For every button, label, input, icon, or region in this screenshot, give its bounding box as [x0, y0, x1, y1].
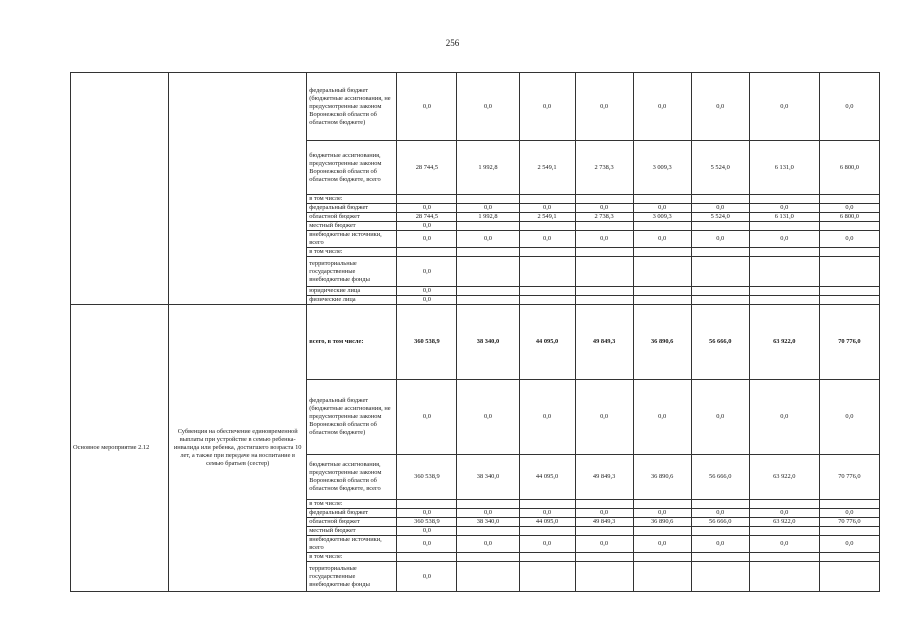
- value-cell: 0,0: [397, 509, 457, 518]
- row-label: федеральный бюджет: [307, 509, 397, 518]
- value-cell: 0,0: [457, 536, 519, 553]
- value-cell: 0,0: [519, 73, 575, 141]
- row-label: федеральный бюджет (бюджетные ассигнования, не предусмотренные законом Воронежской области об областном бюджете): [307, 73, 397, 141]
- value-cell: 49 849,3: [575, 518, 633, 527]
- value-cell: 0,0: [633, 231, 691, 248]
- value-cell: [819, 257, 879, 287]
- value-cell: [749, 553, 819, 562]
- value-cell: [457, 553, 519, 562]
- value-cell: [691, 287, 749, 296]
- value-cell: 0,0: [575, 231, 633, 248]
- value-cell: 56 666,0: [691, 518, 749, 527]
- value-cell: [691, 248, 749, 257]
- value-cell: 0,0: [575, 509, 633, 518]
- row-label: в том числе:: [307, 248, 397, 257]
- value-cell: [519, 195, 575, 204]
- value-cell: [397, 248, 457, 257]
- row-label: территориальные государственные внебюджетные фонды: [307, 257, 397, 287]
- value-cell: [457, 248, 519, 257]
- value-cell: [457, 257, 519, 287]
- value-cell: 6 800,0: [819, 213, 879, 222]
- row-label: всего, в том числе:: [307, 305, 397, 380]
- table-row: [71, 73, 880, 141]
- value-cell: 0,0: [691, 536, 749, 553]
- value-cell: 0,0: [457, 231, 519, 248]
- value-cell: [397, 500, 457, 509]
- value-cell: [819, 296, 879, 305]
- value-cell: 38 340,0: [457, 305, 519, 380]
- value-cell: 36 890,6: [633, 518, 691, 527]
- value-cell: [633, 287, 691, 296]
- value-cell: 0,0: [457, 380, 519, 455]
- value-cell: 0,0: [691, 204, 749, 213]
- value-cell: 0,0: [397, 204, 457, 213]
- value-cell: 0,0: [519, 536, 575, 553]
- value-cell: [691, 527, 749, 536]
- value-cell: [749, 500, 819, 509]
- value-cell: 3 009,3: [633, 141, 691, 195]
- value-cell: 70 776,0: [819, 455, 879, 500]
- value-cell: [397, 195, 457, 204]
- value-cell: 0,0: [575, 204, 633, 213]
- value-cell: [519, 248, 575, 257]
- value-cell: 2 738,3: [575, 213, 633, 222]
- value-cell: 0,0: [397, 527, 457, 536]
- budget-table: [70, 72, 880, 592]
- value-cell: 0,0: [819, 536, 879, 553]
- value-cell: [519, 527, 575, 536]
- value-cell: 44 095,0: [519, 305, 575, 380]
- value-cell: 0,0: [397, 257, 457, 287]
- value-cell: [633, 562, 691, 592]
- value-cell: [457, 222, 519, 231]
- value-cell: 0,0: [633, 73, 691, 141]
- value-cell: 360 538,9: [397, 305, 457, 380]
- value-cell: 0,0: [519, 380, 575, 455]
- value-cell: 0,0: [397, 231, 457, 248]
- value-cell: 49 849,3: [575, 305, 633, 380]
- value-cell: [691, 296, 749, 305]
- value-cell: 3 009,3: [633, 213, 691, 222]
- value-cell: 63 922,0: [749, 518, 819, 527]
- value-cell: [575, 500, 633, 509]
- value-cell: 0,0: [519, 509, 575, 518]
- value-cell: [633, 527, 691, 536]
- value-cell: 5 524,0: [691, 213, 749, 222]
- value-cell: [633, 222, 691, 231]
- value-cell: [819, 527, 879, 536]
- value-cell: [519, 500, 575, 509]
- value-cell: [749, 222, 819, 231]
- value-cell: 28 744,5: [397, 141, 457, 195]
- value-cell: 0,0: [749, 509, 819, 518]
- value-cell: 0,0: [749, 73, 819, 141]
- value-cell: [457, 195, 519, 204]
- value-cell: [575, 527, 633, 536]
- value-cell: 63 922,0: [749, 455, 819, 500]
- value-cell: 0,0: [633, 380, 691, 455]
- value-cell: [749, 562, 819, 592]
- row-label: местный бюджет: [307, 222, 397, 231]
- row-label: областной бюджет: [307, 213, 397, 222]
- value-cell: 2 549,1: [519, 213, 575, 222]
- value-cell: [749, 287, 819, 296]
- value-cell: 0,0: [575, 536, 633, 553]
- value-cell: 5 524,0: [691, 141, 749, 195]
- row-label: физические лица: [307, 296, 397, 305]
- value-cell: [519, 222, 575, 231]
- row-label: федеральный бюджет: [307, 204, 397, 213]
- value-cell: [749, 248, 819, 257]
- value-cell: 0,0: [819, 204, 879, 213]
- value-cell: [633, 296, 691, 305]
- page-number: 256: [445, 38, 460, 48]
- value-cell: [519, 553, 575, 562]
- value-cell: [519, 287, 575, 296]
- value-cell: 36 890,6: [633, 455, 691, 500]
- value-cell: [749, 296, 819, 305]
- value-cell: 44 095,0: [519, 455, 575, 500]
- value-cell: 0,0: [749, 231, 819, 248]
- value-cell: 0,0: [749, 380, 819, 455]
- row-label: в том числе:: [307, 195, 397, 204]
- row-label: местный бюджет: [307, 527, 397, 536]
- row-label: в том числе:: [307, 500, 397, 509]
- value-cell: [691, 500, 749, 509]
- value-cell: 70 776,0: [819, 305, 879, 380]
- value-cell: 360 538,9: [397, 455, 457, 500]
- value-cell: [575, 287, 633, 296]
- value-cell: [575, 553, 633, 562]
- row-label: федеральный бюджет (бюджетные ассигнования, не предусмотренные законом Воронежской области об областном бюджете): [307, 380, 397, 455]
- value-cell: 0,0: [457, 509, 519, 518]
- value-cell: [519, 257, 575, 287]
- measure-title: Основное мероприятие 2.12: [71, 305, 169, 592]
- value-cell: [819, 553, 879, 562]
- row-label: внебюджетные источники, всего: [307, 536, 397, 553]
- value-cell: 0,0: [457, 204, 519, 213]
- value-cell: 0,0: [397, 73, 457, 141]
- value-cell: 0,0: [633, 536, 691, 553]
- value-cell: 2 549,1: [519, 141, 575, 195]
- value-cell: [575, 248, 633, 257]
- value-cell: [691, 562, 749, 592]
- value-cell: [457, 562, 519, 592]
- value-cell: [691, 195, 749, 204]
- row-label: территориальные государственные внебюджетные фонды: [307, 562, 397, 592]
- value-cell: 44 095,0: [519, 518, 575, 527]
- value-cell: 0,0: [819, 380, 879, 455]
- value-cell: [575, 562, 633, 592]
- value-cell: 0,0: [633, 204, 691, 213]
- measure-description: Субвенция на обеспечение единовременной выплаты при устройстве в семью ребенка-инвалида или ребенка, достигшего возраста 10 лет, а также при передаче на воспитание в семью братьев (сестер): [169, 305, 307, 592]
- value-cell: 49 849,3: [575, 455, 633, 500]
- row-label: в том числе:: [307, 553, 397, 562]
- value-cell: 0,0: [691, 231, 749, 248]
- value-cell: 63 922,0: [749, 305, 819, 380]
- value-cell: 0,0: [819, 231, 879, 248]
- row-label: юридические лица: [307, 287, 397, 296]
- value-cell: 360 538,9: [397, 518, 457, 527]
- value-cell: 0,0: [457, 73, 519, 141]
- value-cell: 0,0: [519, 231, 575, 248]
- value-cell: 70 776,0: [819, 518, 879, 527]
- value-cell: 28 744,5: [397, 213, 457, 222]
- value-cell: 0,0: [397, 222, 457, 231]
- prev-description-cell: [169, 73, 307, 305]
- value-cell: 0,0: [575, 73, 633, 141]
- value-cell: 2 738,3: [575, 141, 633, 195]
- value-cell: [633, 500, 691, 509]
- value-cell: [819, 195, 879, 204]
- value-cell: 56 666,0: [691, 455, 749, 500]
- value-cell: 0,0: [691, 73, 749, 141]
- value-cell: 0,0: [691, 380, 749, 455]
- prev-measure-cell: [71, 73, 169, 305]
- value-cell: [749, 195, 819, 204]
- value-cell: [519, 562, 575, 592]
- row-label: бюджетные ассигнования, предусмотренные законом Воронежской области об областном бюджете, всего: [307, 141, 397, 195]
- value-cell: [819, 500, 879, 509]
- value-cell: 0,0: [397, 562, 457, 592]
- value-cell: [691, 222, 749, 231]
- value-cell: 38 340,0: [457, 518, 519, 527]
- value-cell: [457, 287, 519, 296]
- value-cell: [457, 296, 519, 305]
- value-cell: 6 131,0: [749, 213, 819, 222]
- row-label: бюджетные ассигнования, предусмотренные законом Воронежской области об областном бюджете, всего: [307, 455, 397, 500]
- value-cell: 0,0: [519, 204, 575, 213]
- value-cell: [819, 287, 879, 296]
- value-cell: 0,0: [397, 536, 457, 553]
- value-cell: [749, 527, 819, 536]
- value-cell: [691, 257, 749, 287]
- value-cell: [575, 257, 633, 287]
- value-cell: [819, 248, 879, 257]
- value-cell: 6 800,0: [819, 141, 879, 195]
- value-cell: 36 890,6: [633, 305, 691, 380]
- value-cell: 0,0: [575, 380, 633, 455]
- value-cell: [519, 296, 575, 305]
- value-cell: [633, 248, 691, 257]
- value-cell: [633, 553, 691, 562]
- table-row: [71, 305, 880, 380]
- value-cell: 0,0: [397, 287, 457, 296]
- value-cell: 1 992,8: [457, 141, 519, 195]
- value-cell: [633, 257, 691, 287]
- value-cell: 0,0: [819, 509, 879, 518]
- value-cell: [457, 500, 519, 509]
- value-cell: [691, 553, 749, 562]
- value-cell: 38 340,0: [457, 455, 519, 500]
- value-cell: 0,0: [397, 380, 457, 455]
- value-cell: 56 666,0: [691, 305, 749, 380]
- value-cell: 0,0: [749, 204, 819, 213]
- value-cell: 0,0: [749, 536, 819, 553]
- value-cell: 0,0: [633, 509, 691, 518]
- value-cell: 0,0: [397, 296, 457, 305]
- value-cell: [457, 527, 519, 536]
- value-cell: [819, 222, 879, 231]
- value-cell: [575, 195, 633, 204]
- value-cell: 1 992,8: [457, 213, 519, 222]
- value-cell: 6 131,0: [749, 141, 819, 195]
- value-cell: [749, 257, 819, 287]
- value-cell: 0,0: [819, 73, 879, 141]
- value-cell: [575, 222, 633, 231]
- value-cell: [575, 296, 633, 305]
- value-cell: [819, 562, 879, 592]
- value-cell: [633, 195, 691, 204]
- value-cell: [397, 553, 457, 562]
- row-label: областной бюджет: [307, 518, 397, 527]
- value-cell: 0,0: [691, 509, 749, 518]
- row-label: внебюджетные источники, всего: [307, 231, 397, 248]
